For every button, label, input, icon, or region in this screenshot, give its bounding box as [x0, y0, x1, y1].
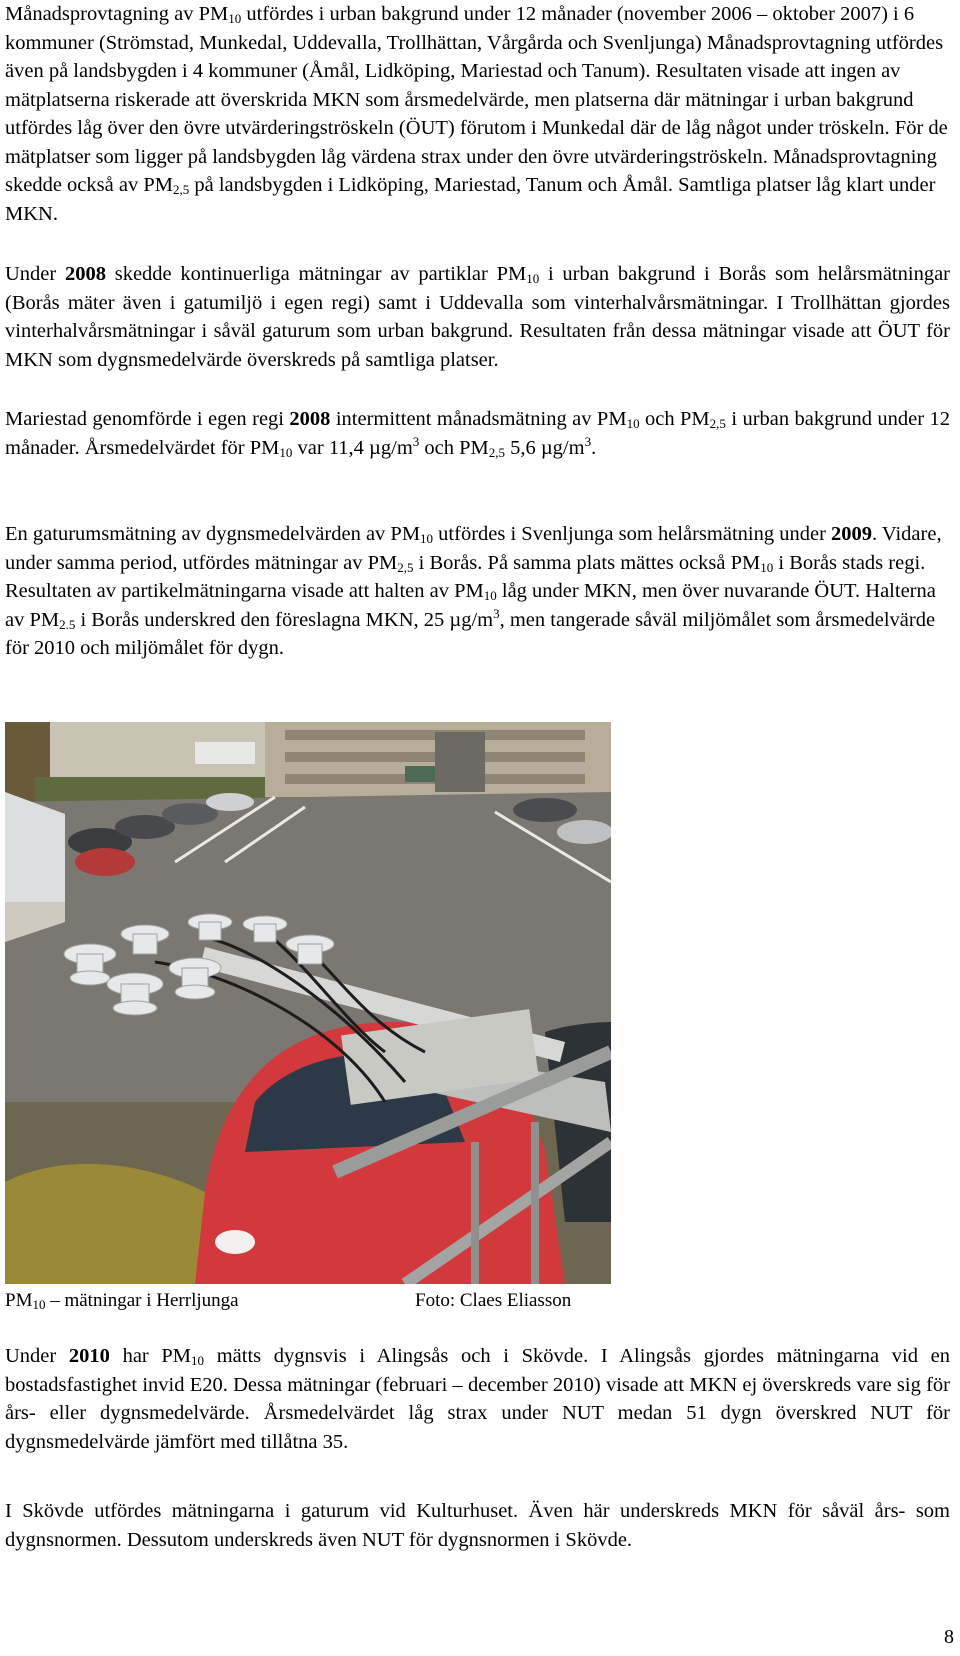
paragraph-mariestad-2008: Mariestad genomförde i egen regi 2008 intermittent månadsmätning av $PM_{10}$ och $PM_{2,5}$ i urban bakgrund under 12 månader. Årsmedelvärdet för $PM_{10}$ var 11,4 $\mu g/m^3$ och $PM_{2,5}$ 5,6 $\mu g/m^3$. — [5, 408, 951, 460]
figure-caption — [5, 1288, 572, 1314]
page-number: 8 — [944, 1626, 954, 1648]
paragraph-2010-alingsas: Under 2010 har $PM_{10}$ mätts dygnsvis i Alingsås och i Skövde. I Alingsås gjordes mätningarna vid en bostadsfastighet invid E20. Dessa mätningar (februari – december 2010) visade att MKN ej överskreds vare sig för års- eller dygnsmedelvärde. Årsmedelvärdet låg strax under NUT medan 51 dygn överskred NUT för dygnsmedelvärde jämfört med tillåtna 35. — [5, 1345, 951, 1453]
paragraph-monthly-sampling: Månadsprovtagning av $PM_{10}$ utfördes i urban bakgrund under 12 månader (november 2006 – oktober 2007) i 6 kommuner (Strömstad, Munkedal, Uddevalla, Trollhättan, Vårgårda och Svenljunga) Månadsprovtagning utfördes även på landsbygden i 4 kommuner (Åmål, Lidköping, Mariestad och Tanum). Resultaten visade att ingen av mätplatserna riskerade att överskrida MKN som årsmedelvärde, men platserna där mätningar i urban bakgrund utfördes låg över den övre utvärderingströskeln (ÖUT) förutom i Munkedal där de låg något under tröskeln. För de mätplatser som ligger på landsbygden låg värdena strax under den övre utvärderingströskeln. Månadsprovtagning skedde också av $PM_{2,5}$ på landsbygden i Lidköping, Mariestad, Tanum och Åmål. Samtliga platser låg klart under MKN. — [5, 3, 948, 225]
paragraph-2008-continuous: Under 2008 skedde kontinuerliga mätningar av partiklar $PM_{10}$ i urban bakgrund i Borås som helårsmätningar (Borås mäter även i gatumiljö i egen regi) samt i Uddevalla som vinterhalvårsmätningar. I Trollhättan gjordes vinterhalvårsmätningar i såväl gaturum som urban bakgrund. Resultaten från dessa mätningar visade att ÖUT för MKN som dygnsmedelvärde överskreds på samtliga platser. — [5, 263, 950, 371]
paragraph-2009-svenljunga: En gaturumsmätning av dygnsmedelvärden av $PM_{10}$ utfördes i Svenljunga som helårsmätning under 2009. Vidare, under samma period, utfördes mätningar av $PM_{2,5}$ i Borås. På samma plats mättes också $PM_{10}$ i Borås stads regi. Resultaten av partikelmätningarna visade att halten av $PM_{10}$ låg under MKN, men över nuvarande ÖUT. Halterna av $PM_{2.5}$ i Borås underskred den föreslagna MKN, 25 $\mu g/m^3$, men tangerade såväl miljömålet som årsmedelvärde för 2010 och miljömålet för dygn. — [5, 523, 942, 659]
caption-text: $PM_{10}$ – mätningar i Herrljunga — [5, 1290, 239, 1312]
paragraph-skovde: I Skövde utfördes mätningarna i gaturum vid Kulturhuset. Även här underskreds MKN för såväl års- som dygnsnormen. Dessutom underskreds även NUT för dygnsnormen i Skövde. — [5, 1500, 950, 1551]
photo-credit: Foto: Claes Eliasson — [415, 1290, 572, 1311]
measurement-photo — [5, 722, 611, 1284]
